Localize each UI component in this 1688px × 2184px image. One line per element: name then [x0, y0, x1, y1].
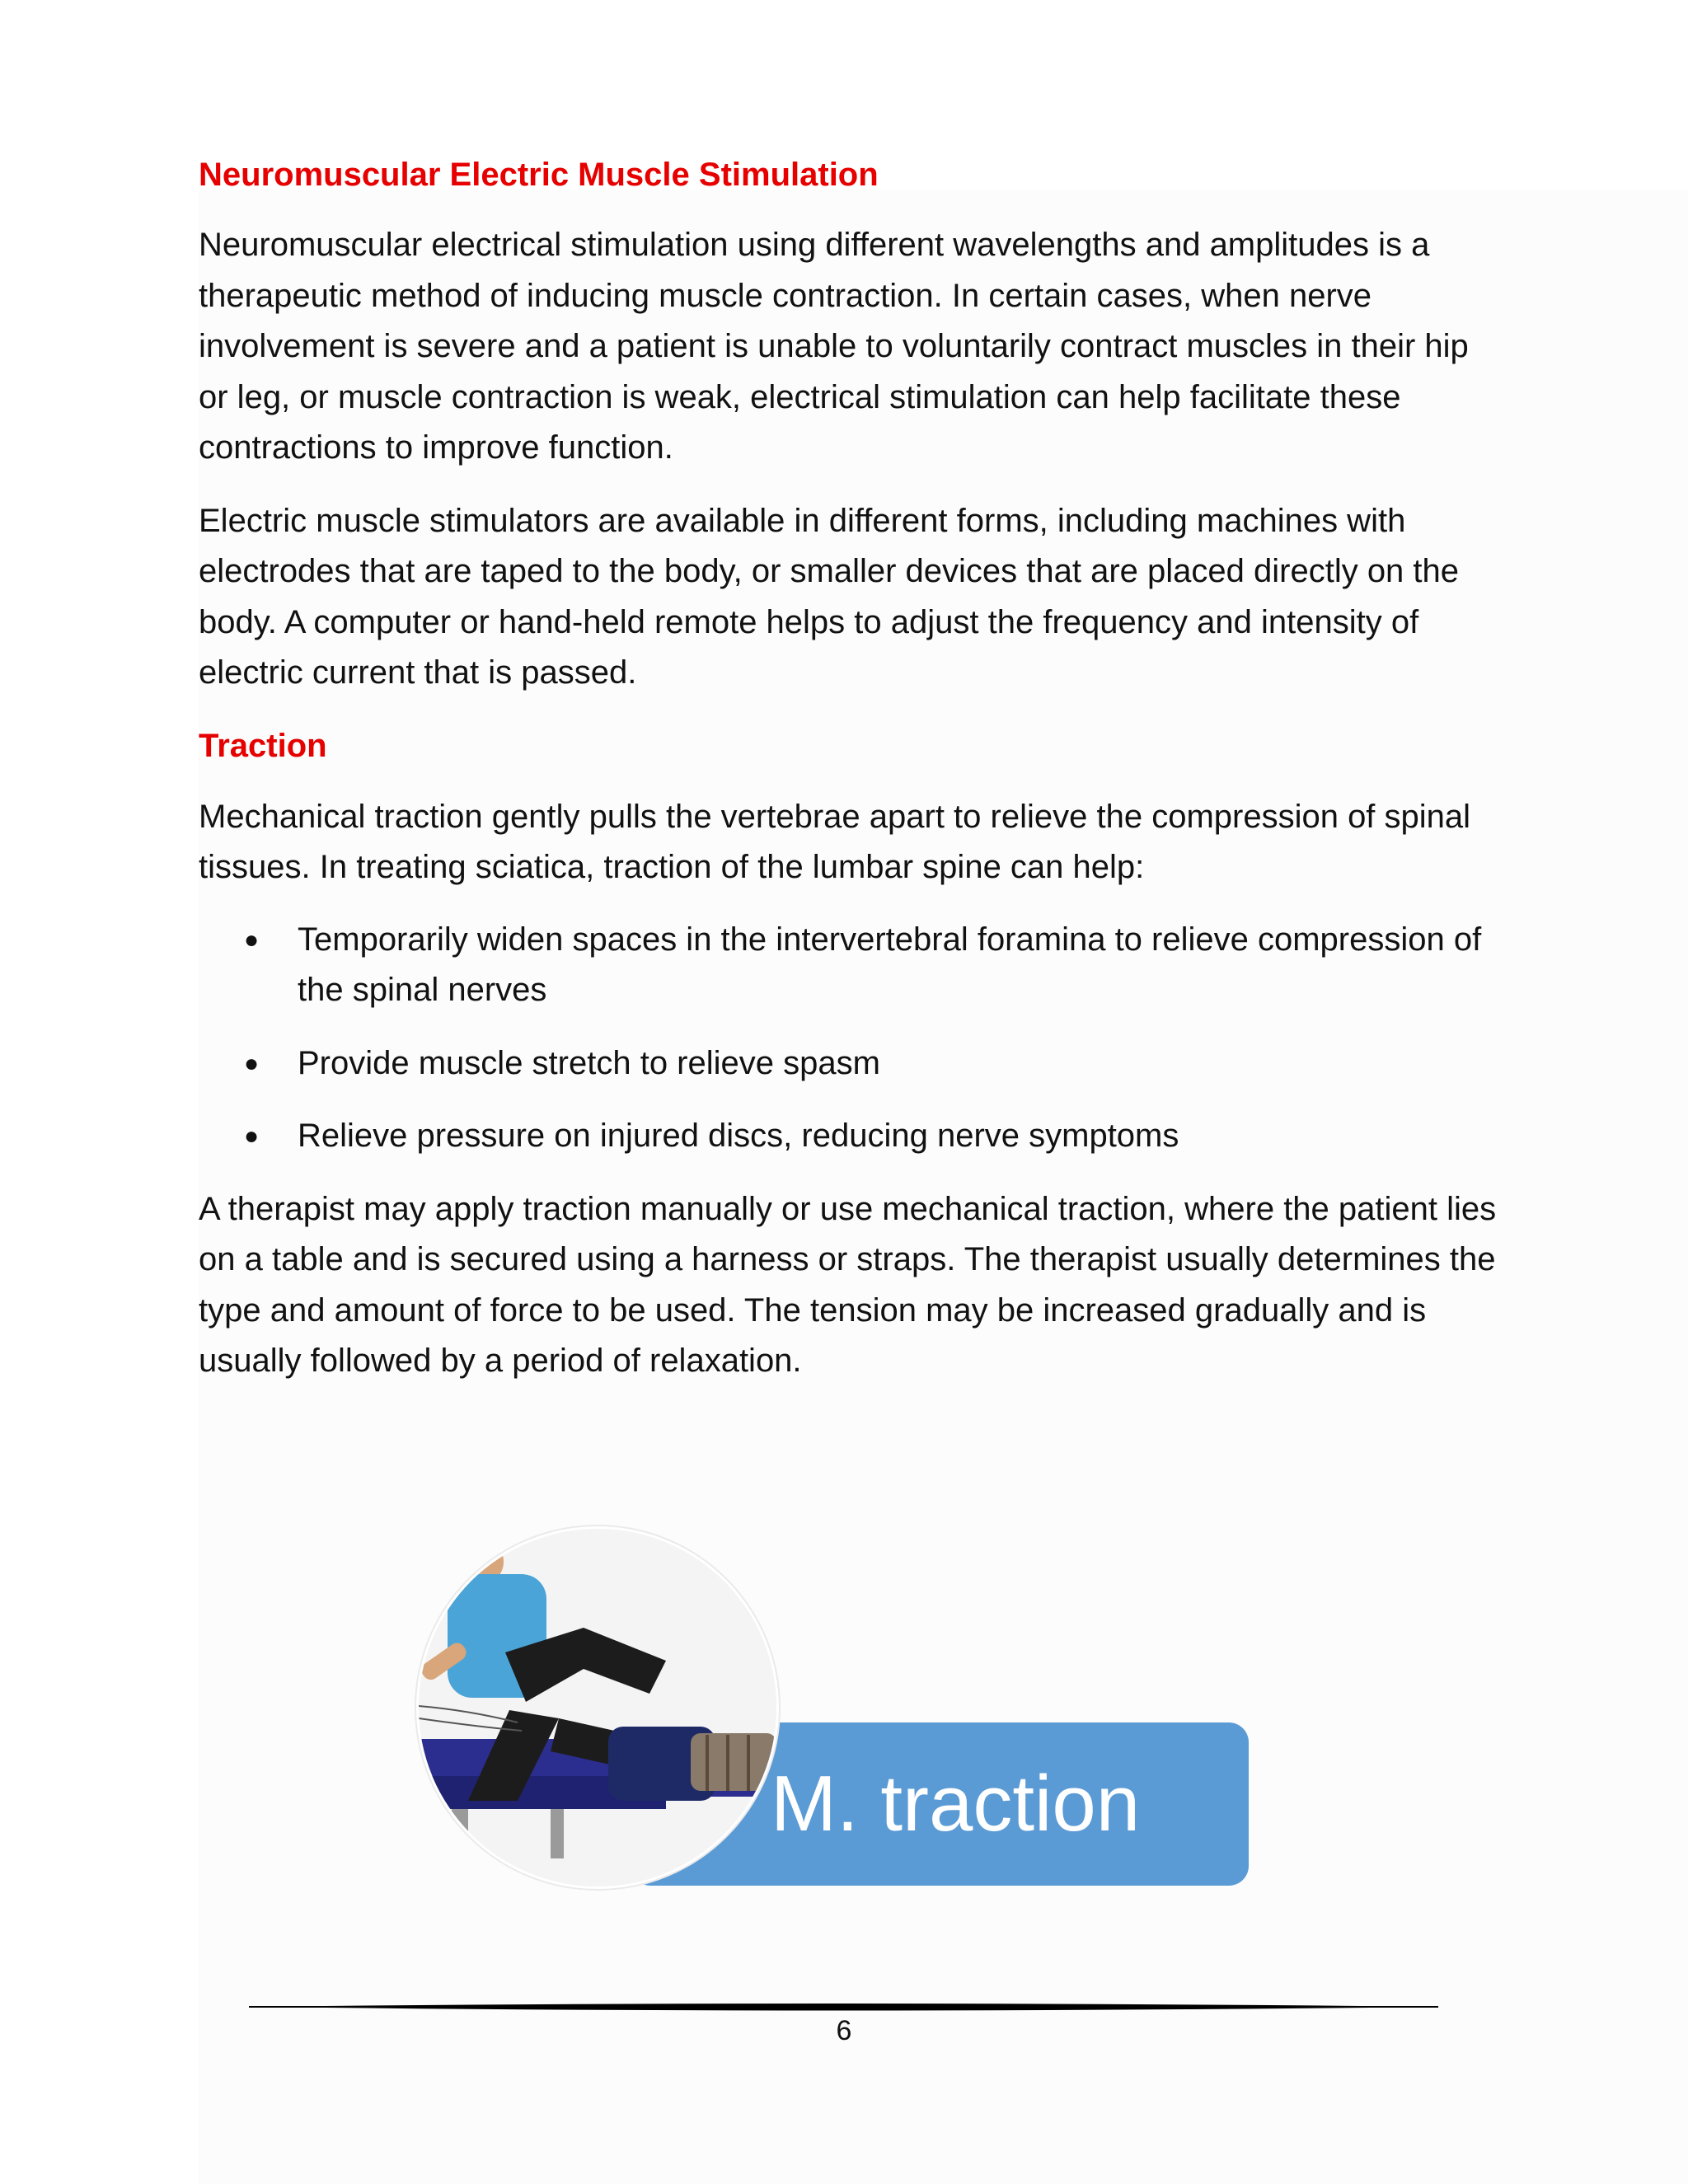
- paragraph-traction-intro: Mechanical traction gently pulls the vertebrae apart to relieve the compression of spinal tissues. In treating sciatica, traction of the lumbar spine can help:: [199, 798, 1471, 885]
- list-item: [199, 915, 1501, 1016]
- list-item: [199, 1038, 1501, 1090]
- paragraph-traction-closing: A therapist may apply traction manually or use mechanical traction, where the patient lies on a table and is secured using a harness or straps. The therapist usually determines the type and amount of force to be used. The tension may be increased gradually and is usually followed by a period of relaxation.: [199, 1190, 1497, 1379]
- figure-label: M. traction: [771, 1760, 1141, 1848]
- page-number: 6: [836, 2015, 852, 2046]
- traction-figure: [416, 1526, 1249, 1889]
- traction-benefits-list: [199, 915, 1501, 1162]
- traction-photo-illustration: [419, 1529, 776, 1886]
- bullet-icon: ●: [244, 1049, 260, 1077]
- paragraph-nmes-2: Electric muscle stimulators are available in different forms, including machines with electrodes that are taped to the body, or smaller devices that are placed directly on the body. A computer or hand-held remote helps to adjust the frequency and intensity of electric current that is passed.: [199, 502, 1460, 691]
- bullet-icon: ●: [244, 1122, 260, 1150]
- heading-traction: Traction: [199, 727, 327, 764]
- list-item: [199, 1111, 1501, 1162]
- heading-nmes: Neuromuscular Electric Muscle Stimulation: [199, 157, 879, 193]
- list-item-text: Temporarily widen spaces in the intervertebral foramina to relieve compression of the spinal nerves: [298, 921, 1482, 1008]
- bullet-icon: ●: [244, 926, 260, 954]
- document-body: [199, 150, 1501, 1387]
- traction-photo: [416, 1526, 779, 1889]
- list-item-text: Relieve pressure on injured discs, reducing nerve symptoms: [298, 1118, 1179, 1154]
- paragraph-nmes-1: Neuromuscular electrical stimulation using different wavelengths and amplitudes is a therapeutic method of inducing muscle contraction. In certain cases, when nerve involvement is severe and a patient is unable to voluntarily contract muscles in their hip or leg, or muscle contraction is weak, electrical stimulation can help facilitate these contractions to improve function.: [199, 227, 1469, 466]
- list-item-text: Provide muscle stretch to relieve spasm: [298, 1044, 880, 1081]
